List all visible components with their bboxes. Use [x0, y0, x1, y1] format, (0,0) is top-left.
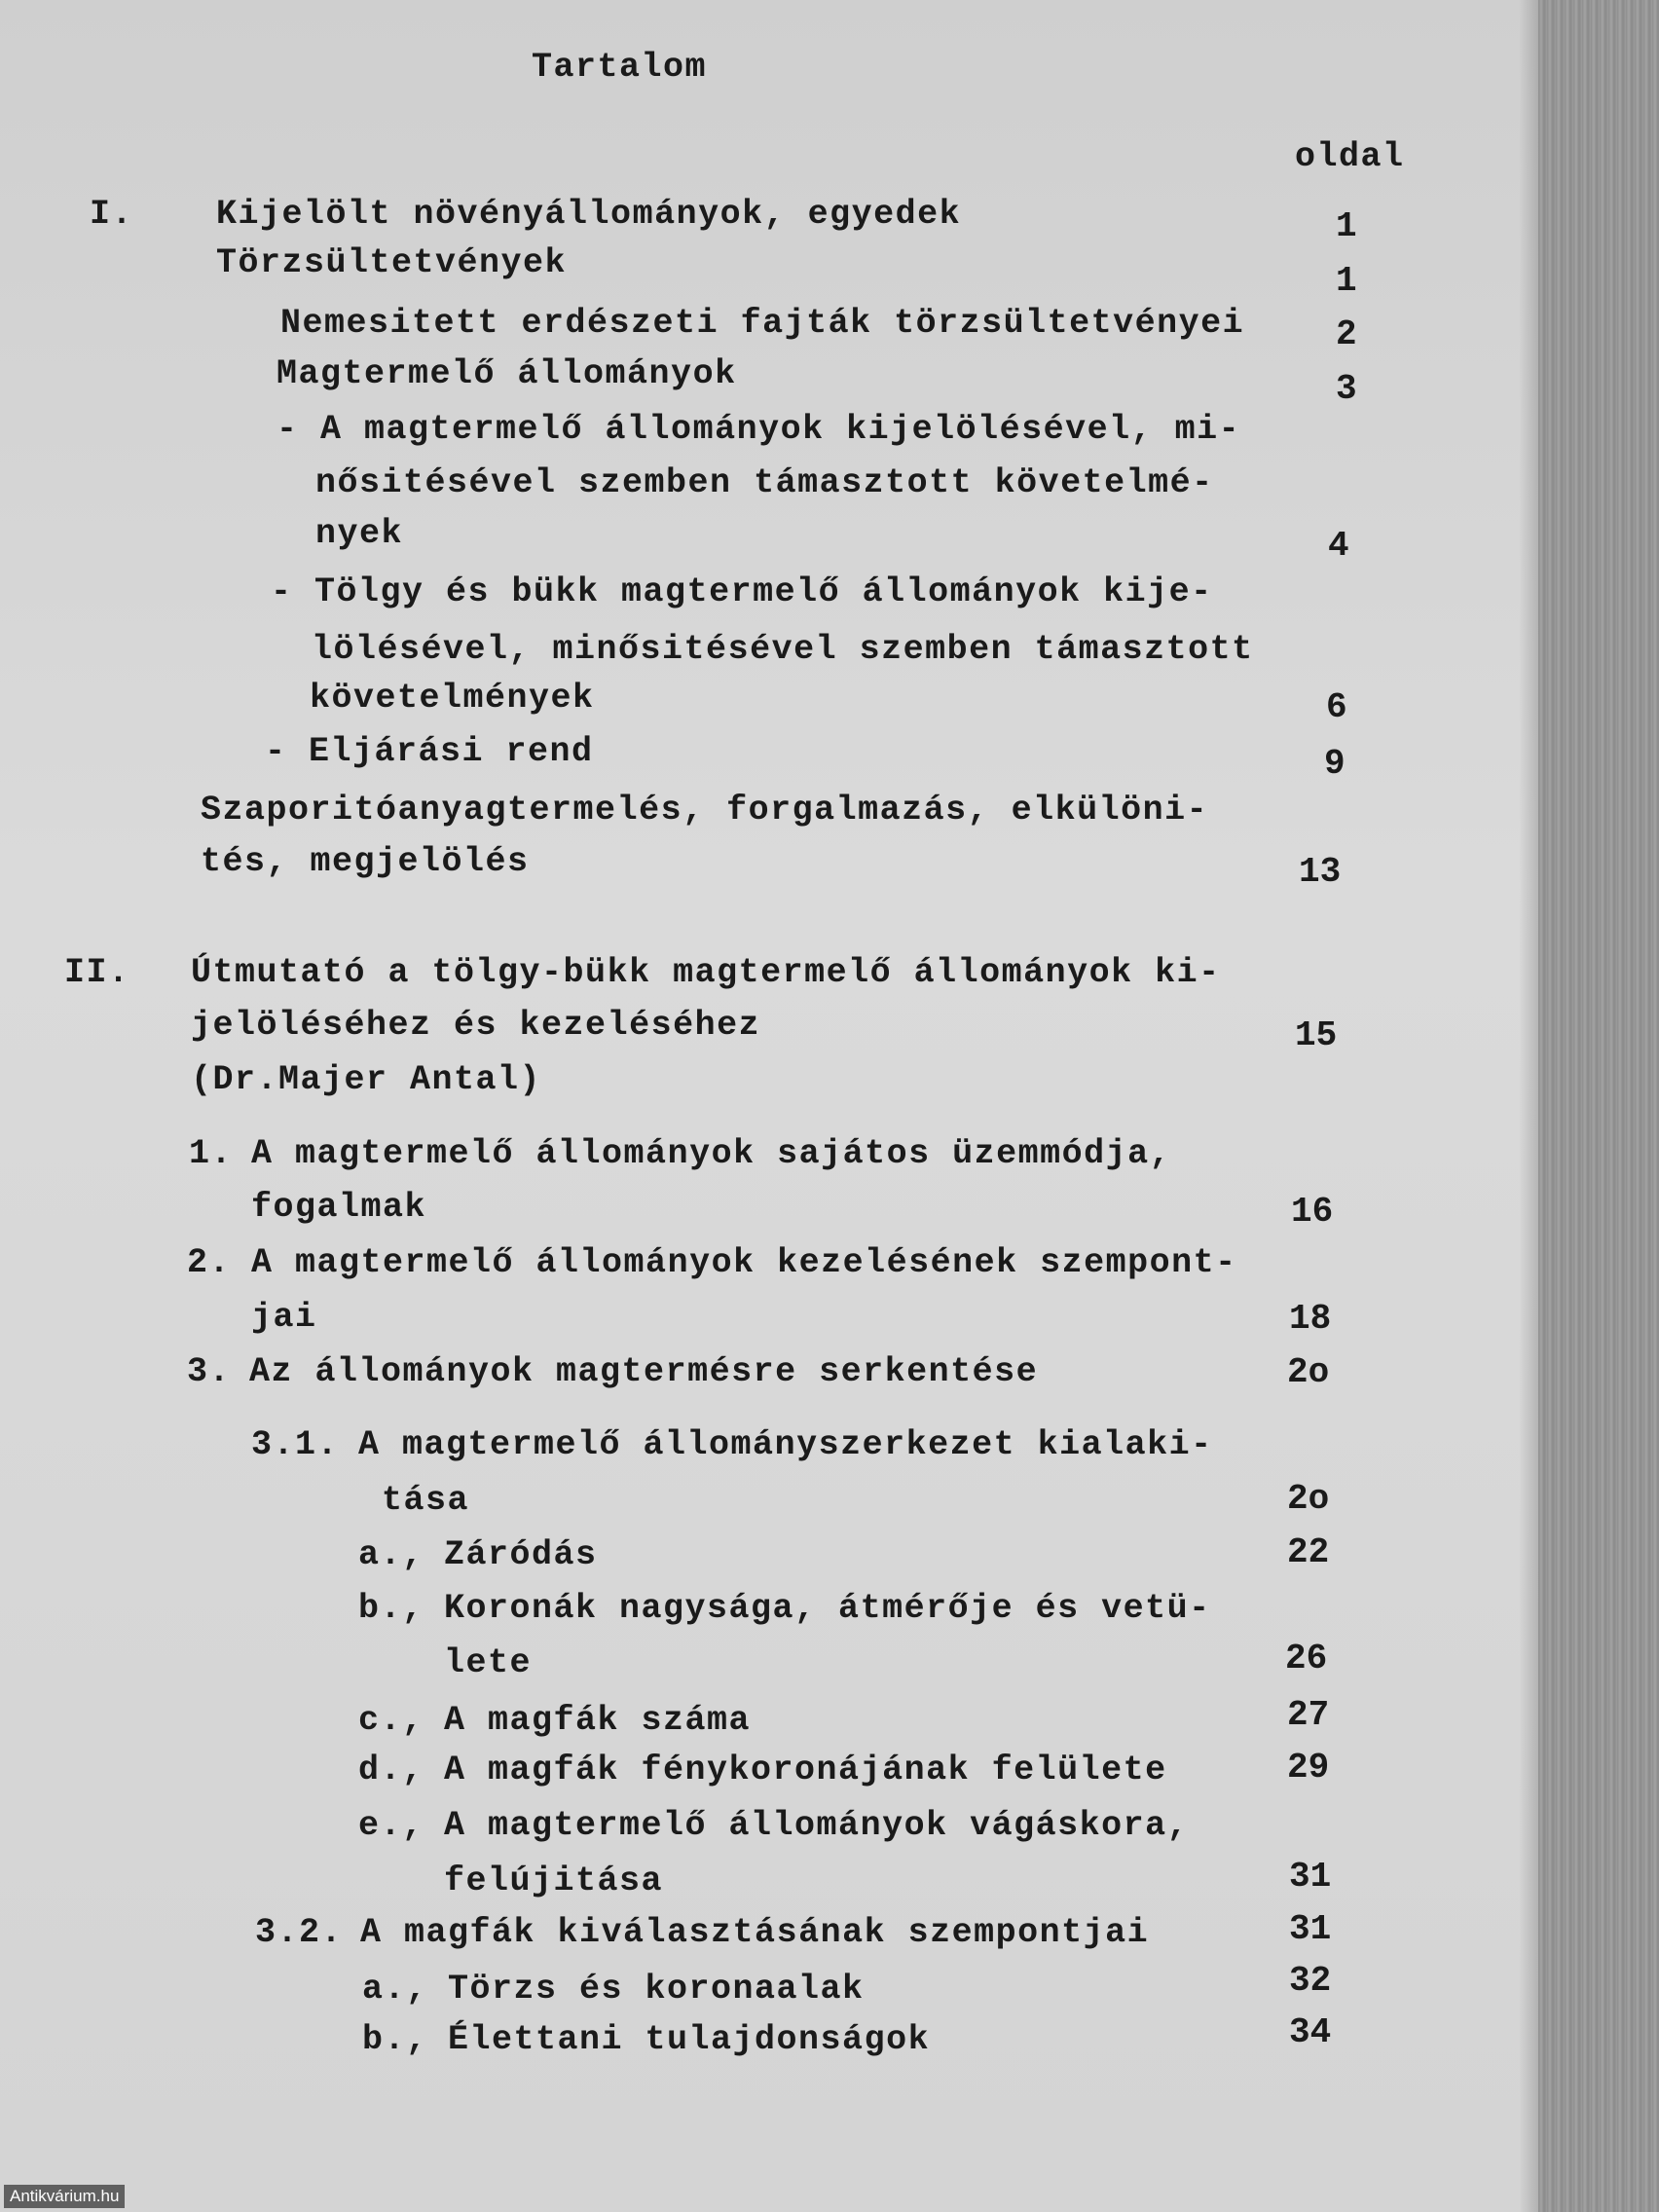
toc-entry-page: 31 — [1289, 1909, 1332, 1949]
toc-entry-page: 13 — [1299, 852, 1342, 892]
toc-entry-number: a., — [358, 1535, 424, 1574]
toc-entry-text: A magtermelő állományszerkezet kialaki- — [358, 1425, 1213, 1464]
toc-entry-page: 1 — [1336, 261, 1357, 301]
toc-entry-number: c., — [358, 1701, 424, 1740]
toc-entry-text: lete — [444, 1643, 533, 1682]
page-title: Tartalom — [532, 48, 708, 87]
toc-entry-text: - Eljárási rend — [265, 732, 594, 771]
toc-entry-page: 2o — [1287, 1352, 1330, 1392]
toc-entry-page: 22 — [1287, 1532, 1330, 1572]
toc-entry-text: A magfák fénykoronájának felülete — [444, 1751, 1167, 1789]
toc-entry-number: 1. — [189, 1134, 234, 1173]
page-column-header: oldal — [1295, 137, 1405, 176]
toc-entry-text: A magfák száma — [444, 1701, 752, 1740]
toc-entry-text: Magtermelő állományok — [276, 354, 737, 393]
toc-entry-page: 27 — [1287, 1695, 1330, 1735]
section-2-author: (Dr.Majer Antal) — [191, 1060, 542, 1099]
toc-entry-text: Élettani tulajdonságok — [448, 2020, 931, 2059]
toc-entry-number: e., — [358, 1806, 424, 1845]
toc-entry-text: lölésével, minősitésével szemben támasztott — [312, 630, 1254, 669]
toc-entry-page: 9 — [1324, 744, 1346, 784]
toc-entry-page: 3 — [1336, 369, 1357, 409]
toc-entry-page: 31 — [1289, 1857, 1332, 1897]
toc-entry-text: Koronák nagysága, átmérője és vetü- — [444, 1589, 1211, 1628]
toc-entry-text: nősitésével szemben támasztott követelmé- — [315, 463, 1214, 502]
section-1-numeral: I. — [90, 195, 134, 234]
toc-entry-number: 3.2. — [255, 1913, 344, 1952]
toc-entry-text: - A magtermelő állományok kijelölésével, mi- — [276, 410, 1241, 449]
toc-entry-text: Kijelölt növényállományok, egyedek — [216, 195, 962, 234]
toc-entry-page: 6 — [1326, 687, 1347, 727]
toc-entry-text: - Tölgy és bükk magtermelő állományok kije- — [271, 572, 1213, 611]
toc-entry-page: 2 — [1336, 314, 1357, 354]
toc-entry-page: 29 — [1287, 1748, 1330, 1788]
toc-entry-text: jai — [251, 1298, 317, 1337]
toc-entry-number: 3.1. — [251, 1425, 340, 1464]
book-page-edges — [1538, 0, 1659, 2212]
toc-entry-text: Nemesitett erdészeti fajták törzsültetvényei — [280, 304, 1245, 343]
toc-entry-number: d., — [358, 1751, 424, 1789]
toc-entry-text: A magtermelő állományok sajátos üzemmódja, — [251, 1134, 1172, 1173]
toc-entry-page: 1 — [1336, 206, 1357, 246]
toc-entry-text: A magfák kiválasztásának szempontjai — [360, 1913, 1150, 1952]
toc-entry-page: 4 — [1328, 526, 1349, 566]
toc-entry-text: Az állományok magtermésre serkentése — [249, 1352, 1039, 1391]
toc-entry-text: felújitása — [444, 1862, 664, 1900]
toc-entry-page: 18 — [1289, 1299, 1332, 1339]
toc-entry-page: 26 — [1285, 1639, 1328, 1678]
toc-entry-text: Záródás — [444, 1535, 598, 1574]
toc-entry-text: nyek — [315, 514, 404, 553]
toc-entry-number: 3. — [187, 1352, 232, 1391]
toc-entry-page: 34 — [1289, 2012, 1332, 2052]
toc-entry-text: Törzsültetvények — [216, 243, 568, 282]
toc-entry-text: A magtermelő állományok kezelésének szempont- — [251, 1243, 1237, 1282]
toc-entry-page: 15 — [1295, 1015, 1338, 1055]
section-2-heading: Útmutató a tölgy-bükk magtermelő állományok ki- — [191, 953, 1221, 992]
toc-entry-text: Szaporitóanyagtermelés, forgalmazás, elkülöni- — [201, 791, 1209, 830]
toc-entry-number: 2. — [187, 1243, 232, 1282]
toc-entry-page: 16 — [1291, 1192, 1334, 1232]
toc-entry-page: 2o — [1287, 1479, 1330, 1519]
toc-entry-number: b., — [358, 1589, 424, 1628]
toc-entry-text: A magtermelő állományok vágáskora, — [444, 1806, 1190, 1845]
toc-entry-text: tása — [382, 1481, 470, 1520]
section-2-heading: jelöléséhez és kezeléséhez — [191, 1006, 761, 1045]
toc-entry-number: b., — [362, 2020, 428, 2059]
toc-entry-text: követelmények — [310, 679, 595, 718]
toc-entry-text: Törzs és koronaalak — [448, 1970, 865, 2009]
toc-entry-number: a., — [362, 1970, 428, 2009]
toc-entry-text: tés, megjelölés — [201, 842, 530, 881]
page-edge-shadow — [1519, 0, 1540, 2212]
toc-entry-text: fogalmak — [251, 1188, 427, 1227]
section-2-numeral: II. — [64, 953, 130, 992]
watermark: Antikvárium.hu — [4, 2185, 125, 2208]
toc-entry-page: 32 — [1289, 1961, 1332, 2001]
